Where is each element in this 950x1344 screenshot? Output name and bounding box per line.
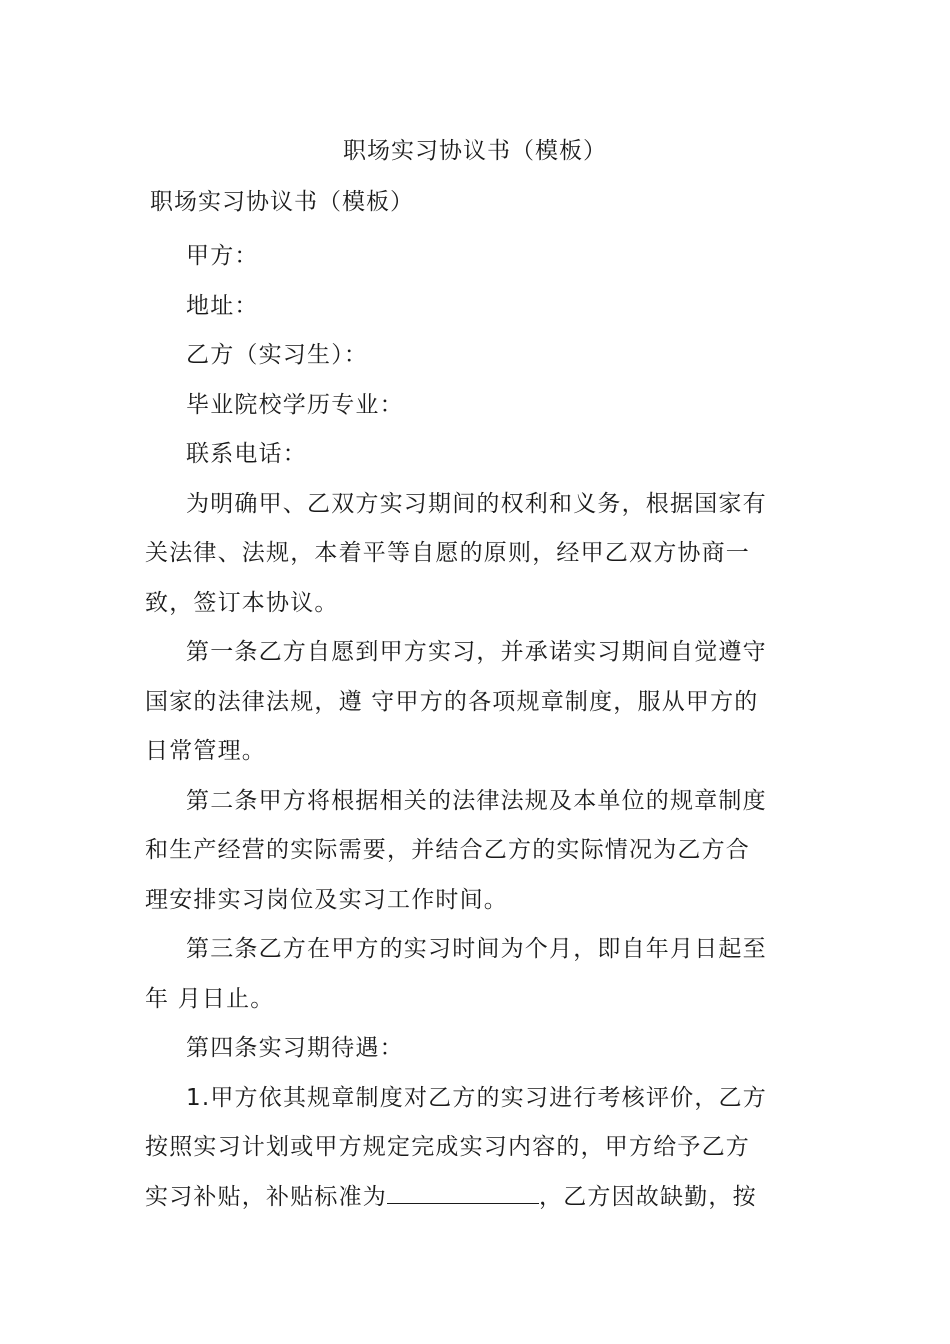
document-title: 职场实习协议书（模板） xyxy=(343,138,607,164)
article-1-line: 日常管理。 xyxy=(145,738,266,764)
item-1-line xyxy=(145,1173,810,1223)
school-line: 毕业院校学历专业： xyxy=(186,391,404,418)
article-1-line: 第一条乙方自愿到甲方实习，并承诺实习期间自觉遵守 xyxy=(186,639,767,665)
item-1-text-after-blank: ，乙方因故缺勤，按 xyxy=(539,1183,757,1210)
fill-in-blank xyxy=(387,1177,539,1204)
address-line: 地址： xyxy=(186,292,259,319)
document-subtitle: 职场实习协议书（模板） xyxy=(150,189,414,215)
party-b-line: 乙方（实习生）： xyxy=(186,342,369,368)
article-3-line: 第三条乙方在甲方的实习时间为个月，即自年月日起至 xyxy=(186,936,767,962)
article-2-line: 和生产经营的实际需要，并结合乙方的实际情况为乙方合 xyxy=(145,837,750,863)
intro-paragraph-line: 为明确甲、乙双方实习期间的权利和义务，根据国家有 xyxy=(186,490,767,517)
article-1-line: 国家的法律法规，遵 守甲方的各项规章制度，服从甲方的 xyxy=(145,688,759,715)
item-1-line: 1.甲方依其规章制度对乙方的实习进行考核评价，乙方 xyxy=(186,1084,767,1111)
party-a-line: 甲方： xyxy=(186,243,259,269)
article-3-line: 年 月日止。 xyxy=(145,985,275,1012)
document-body xyxy=(145,232,810,1222)
item-1-text-before-blank: 实习补贴，补贴标准为 xyxy=(145,1183,387,1210)
article-2-line: 第二条甲方将根据相关的法律法规及本单位的规章制度 xyxy=(186,787,767,814)
intro-paragraph-line: 关法律、法规，本着平等自愿的原则，经甲乙双方协商一 xyxy=(145,540,750,566)
phone-line: 联系电话： xyxy=(186,441,307,467)
article-2-line: 理安排实习岗位及实习工作时间。 xyxy=(145,886,508,913)
intro-paragraph-line: 致，签订本协议。 xyxy=(145,589,339,616)
item-1-line: 按照实习计划或甲方规定完成实习内容的，甲方给予乙方 xyxy=(145,1134,750,1160)
article-4-heading: 第四条实习期待遇： xyxy=(186,1035,404,1061)
